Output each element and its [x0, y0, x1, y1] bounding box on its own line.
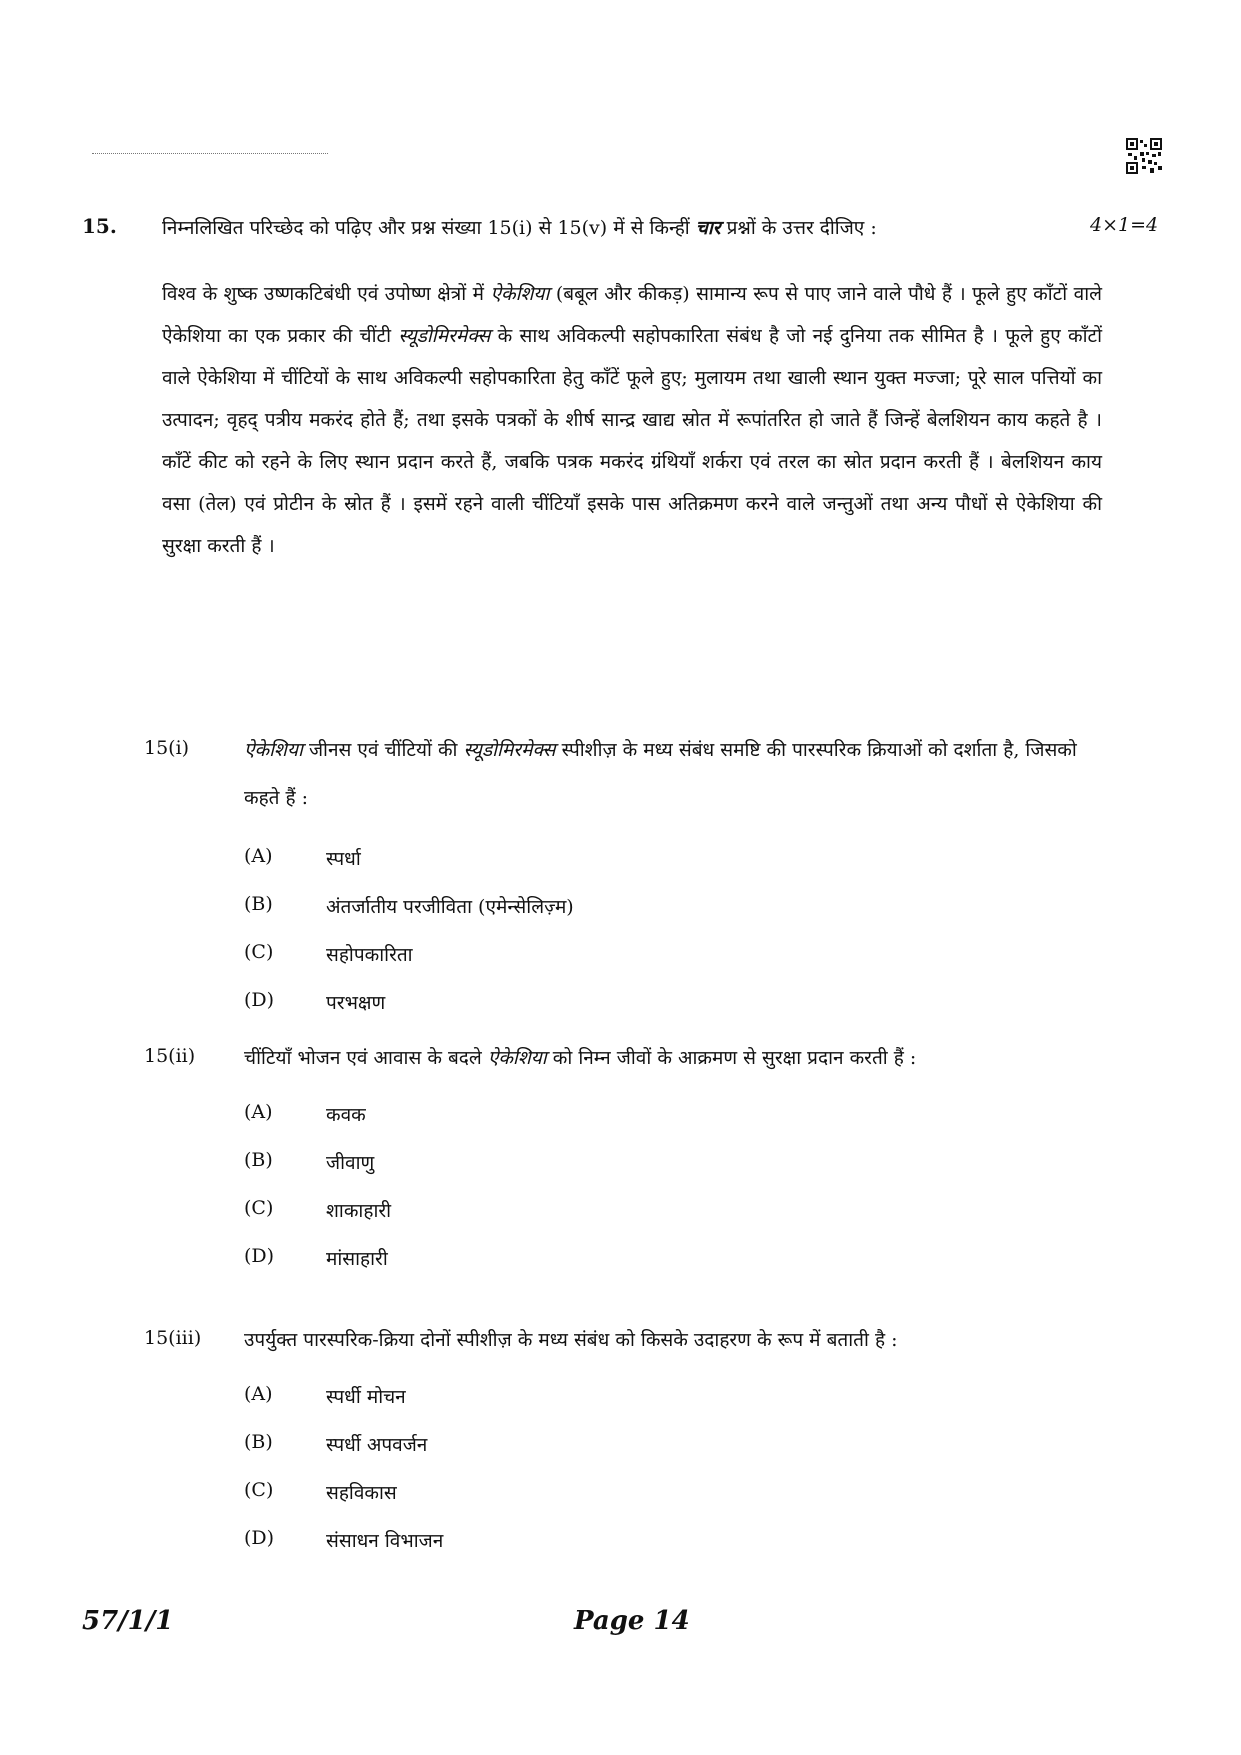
subquestion-label: 15(iii)	[144, 1327, 202, 1349]
option-letter: (B)	[244, 1431, 273, 1453]
instruction-post: प्रश्नों के उत्तर दीजिए :	[726, 217, 877, 239]
passage-part-1: विश्व के शुष्क उष्णकटिबंधी एवं उपोष्ण क्षेत्रों में	[162, 283, 485, 305]
text-post: स्पीशीज़ के मध्य संबंध समष्टि की पारस्परिक क्रियाओं को दर्शाता है, जिसको कहते हैं :	[244, 739, 1077, 809]
top-divider	[92, 153, 328, 154]
option-text: शाकाहारी	[326, 1200, 392, 1222]
option-a	[244, 845, 944, 885]
question-instruction	[162, 214, 1042, 240]
option-letter: (A)	[244, 1101, 273, 1123]
subquestion-text: उपर्युक्त पारस्परिक-क्रिया दोनों स्पीशीज़ के मध्य संबंध को किसके उदाहरण के रूप में बताती है :	[244, 1329, 898, 1351]
option-letter: (D)	[244, 1245, 275, 1267]
option-b	[244, 1149, 944, 1189]
text-pre: चींटियाँ भोजन एवं आवास के बदले	[244, 1047, 482, 1069]
term-acacia: ऐकेशिया	[487, 1047, 547, 1069]
option-text: मांसाहारी	[326, 1248, 388, 1270]
page-number: Page 14	[574, 1606, 690, 1636]
passage	[162, 273, 1102, 567]
option-c	[244, 1197, 944, 1237]
option-d	[244, 1245, 944, 1285]
term-pseudomyrmex: स्यूडोमिरमेक्स	[463, 739, 556, 761]
option-text: परभक्षण	[326, 992, 386, 1014]
option-letter: (C)	[244, 1479, 274, 1501]
question-number: 15.	[82, 214, 117, 238]
option-letter: (A)	[244, 845, 273, 867]
option-text: स्पर्धा	[326, 848, 361, 870]
option-text: कवक	[326, 1104, 366, 1126]
subquestion-text	[244, 1034, 1104, 1082]
option-letter: (C)	[244, 1197, 274, 1219]
option-a	[244, 1383, 944, 1423]
passage-term-pseudomyrmex: स्यूडोमिरमेक्स	[398, 325, 491, 347]
subquestion-label: 15(ii)	[144, 1045, 196, 1067]
option-text: अंतर्जातीय परजीविता (एमेन्सेलिज़्म)	[326, 896, 574, 918]
instruction-bold: चार	[695, 217, 721, 239]
option-text: सहोपकारिता	[326, 944, 413, 966]
option-d	[244, 1527, 944, 1567]
option-letter: (D)	[244, 989, 275, 1011]
qr-code-icon	[1126, 138, 1162, 174]
option-letter: (B)	[244, 893, 273, 915]
option-c	[244, 1479, 944, 1519]
passage-term-acacia: ऐकेशिया	[490, 283, 550, 305]
option-c	[244, 941, 944, 981]
passage-part-2: (बबूल और कीकड़) सामान्य रूप से पाए जाने वाले पौधे हैं । फूले हुए काँटों वाले ऐकेशिया का एक प्रकार की चींटी	[162, 283, 1102, 347]
question-marks: 4×1=4	[1090, 214, 1159, 236]
option-text: स्पर्धी अपवर्जन	[326, 1434, 428, 1456]
term-acacia: ऐकेशिया	[244, 739, 303, 761]
passage-part-3: के साथ अविकल्पी सहोपकारिता संबंध है जो नई दुनिया तक सीमित है । फूले हुए काँटों वाले ऐकेशिया में चींटियों के साथ अविकल्पी सहोपकारिता हेतु काँटें फूले हुए; मुलायम तथा खाली स्थान युक्त मज्जा; पूरे साल पत्तियों का उत्पादन; वृहद् पत्रीय मकरंद होते हैं; तथा इसके पत्रकों के शीर्ष सान्द्र खाद्य स्रोत में रूपांतरित हो जाते हैं जिन्हें बेलशियन काय कहते है । काँटें कीट को रहने के लिए स्थान प्रदान करते हैं, जबकि पत्रक मकरंद ग्रंथियाँ शर्करा एवं तरल का स्रोत प्रदान करती हैं । बेलशियन काय वसा (तेल) एवं प्रोटीन के स्रोत हैं । इसमें रहने वाली चींटियाँ इसके पास अतिक्रमण करने वाले जन्तुओं तथा अन्य पौधों से ऐकेशिया की सुरक्षा करती हैं ।	[162, 325, 1102, 557]
option-b	[244, 893, 944, 933]
option-b	[244, 1431, 944, 1471]
paper-code: 57/1/1	[82, 1606, 174, 1636]
option-d	[244, 989, 944, 1029]
option-text: सहविकास	[326, 1482, 397, 1504]
option-letter: (C)	[244, 941, 274, 963]
text-post: को निम्न जीवों के आक्रमण से सुरक्षा प्रदान करती हैं :	[552, 1047, 917, 1069]
option-letter: (A)	[244, 1383, 273, 1405]
option-a	[244, 1101, 944, 1141]
instruction-pre: निम्नलिखित परिच्छेद को पढ़िए और प्रश्न संख्या 15(i) से 15(v) में से किन्हीं	[162, 217, 690, 239]
text-mid: जीनस एवं चींटियों की	[308, 739, 458, 761]
option-letter: (B)	[244, 1149, 273, 1171]
option-text: स्पर्धी मोचन	[326, 1386, 406, 1408]
option-letter: (D)	[244, 1527, 275, 1549]
subquestion-text	[244, 726, 1104, 822]
option-text: जीवाणु	[326, 1152, 375, 1174]
option-text: संसाधन विभाजन	[326, 1530, 444, 1552]
subquestion-label: 15(i)	[144, 737, 190, 759]
